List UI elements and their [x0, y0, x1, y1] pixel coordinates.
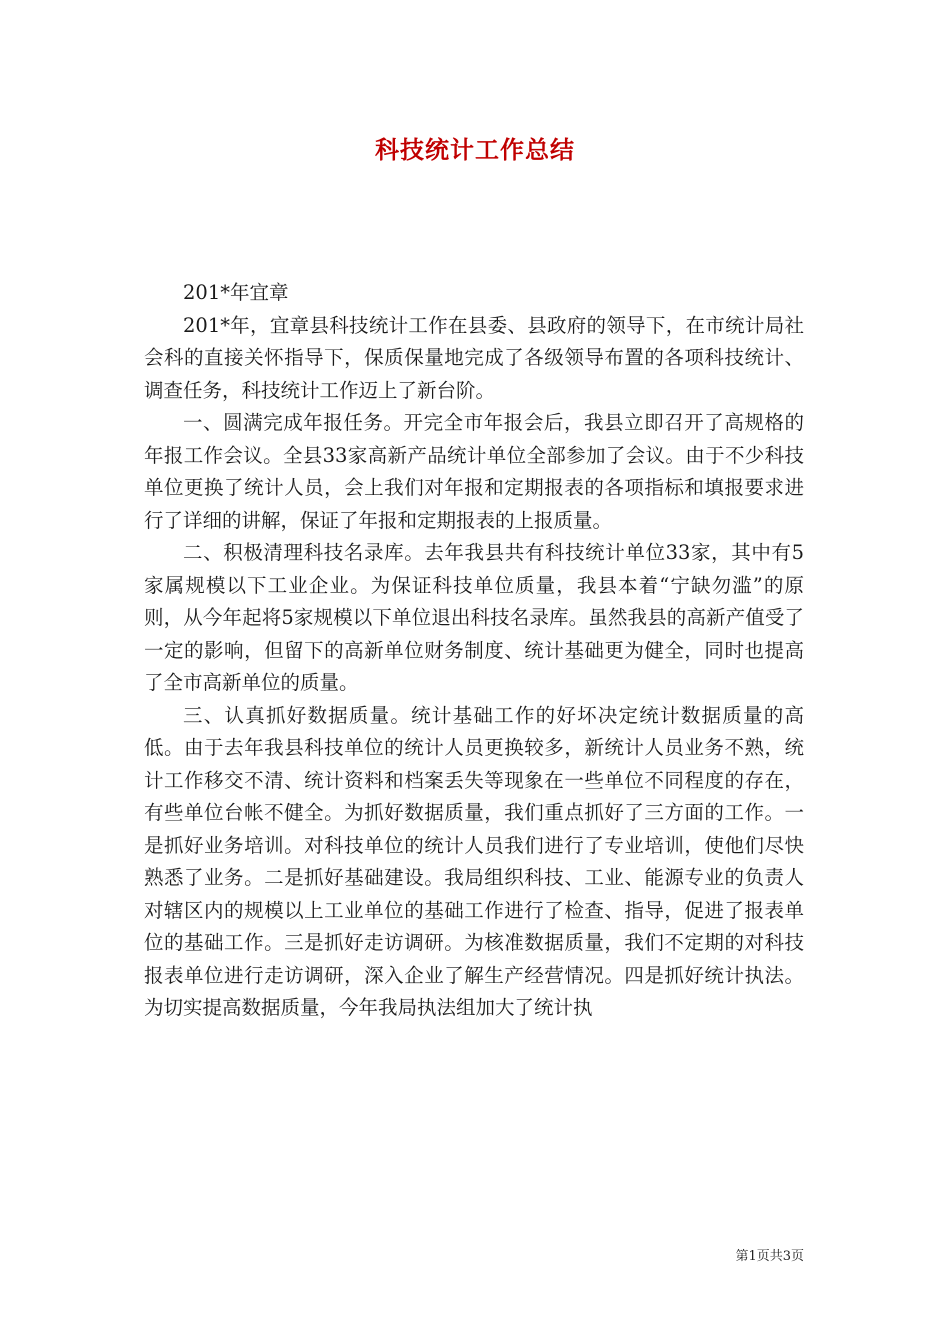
- paragraph-section-2: 二、积极清理科技名录库。去年我县共有科技统计单位33家，其中有5家属规模以下工业企业。为保证科技单位质量，我县本着“宁缺勿滥”的原则，从今年起将5家规模以下单位退出科技名录库。虽然我县的高新产值受了一定的影响，但留下的高新单位财务制度、统计基础更为健全，同时也提高了全市高新单位的质量。: [144, 541, 804, 694]
- paragraph-date-line: 201*年宜章: [183, 281, 289, 304]
- page-number-footer: 第1页共3页: [735, 1249, 804, 1264]
- paragraph-section-3: 三、认真抓好数据质量。统计基础工作的好坏决定统计数据质量的高低。由于去年我县科技单位的统计人员更换较多，新统计人员业务不熟，统计工作移交不清、统计资料和档案丢失等现象在一些单位不同程度的存在，有些单位台帐不健全。为抓好数据质量，我们重点抓好了三方面的工作。一是抓好业务培训。对科技单位的统计人员我们进行了专业培训，使他们尽快熟悉了业务。二是抓好基础建设。我局组织科技、工业、能源专业的负责人对辖区内的规模以上工业单位的基础工作进行了检查、指导，促进了报表单位的基础工作。三是抓好走访调研。为核准数据质量，我们不定期的对科技报表单位进行走访调研，深入企业了解生产经营情况。四是抓好统计执法。为切实提高数据质量，今年我局执法组加大了统计执: [144, 703, 804, 1019]
- paragraph-section-1: 一、圆满完成年报任务。开完全市年报会后，我县立即召开了高规格的年报工作会议。全县33家高新产品统计单位全部参加了会议。由于不少科技单位更换了统计人员，会上我们对年报和定期报表的各项指标和填报要求进行了详细的讲解，保证了年报和定期报表的上报质量。: [144, 411, 804, 532]
- paragraph-intro: 201*年，宜章县科技统计工作在县委、县政府的领导下，在市统计局社会科的直接关怀指导下，保质保量地完成了各级领导布置的各项科技统计、调查任务，科技统计工作迈上了新台阶。: [144, 313, 804, 402]
- document-body: [144, 277, 804, 1025]
- document-title: 科技统计工作总结: [375, 135, 575, 164]
